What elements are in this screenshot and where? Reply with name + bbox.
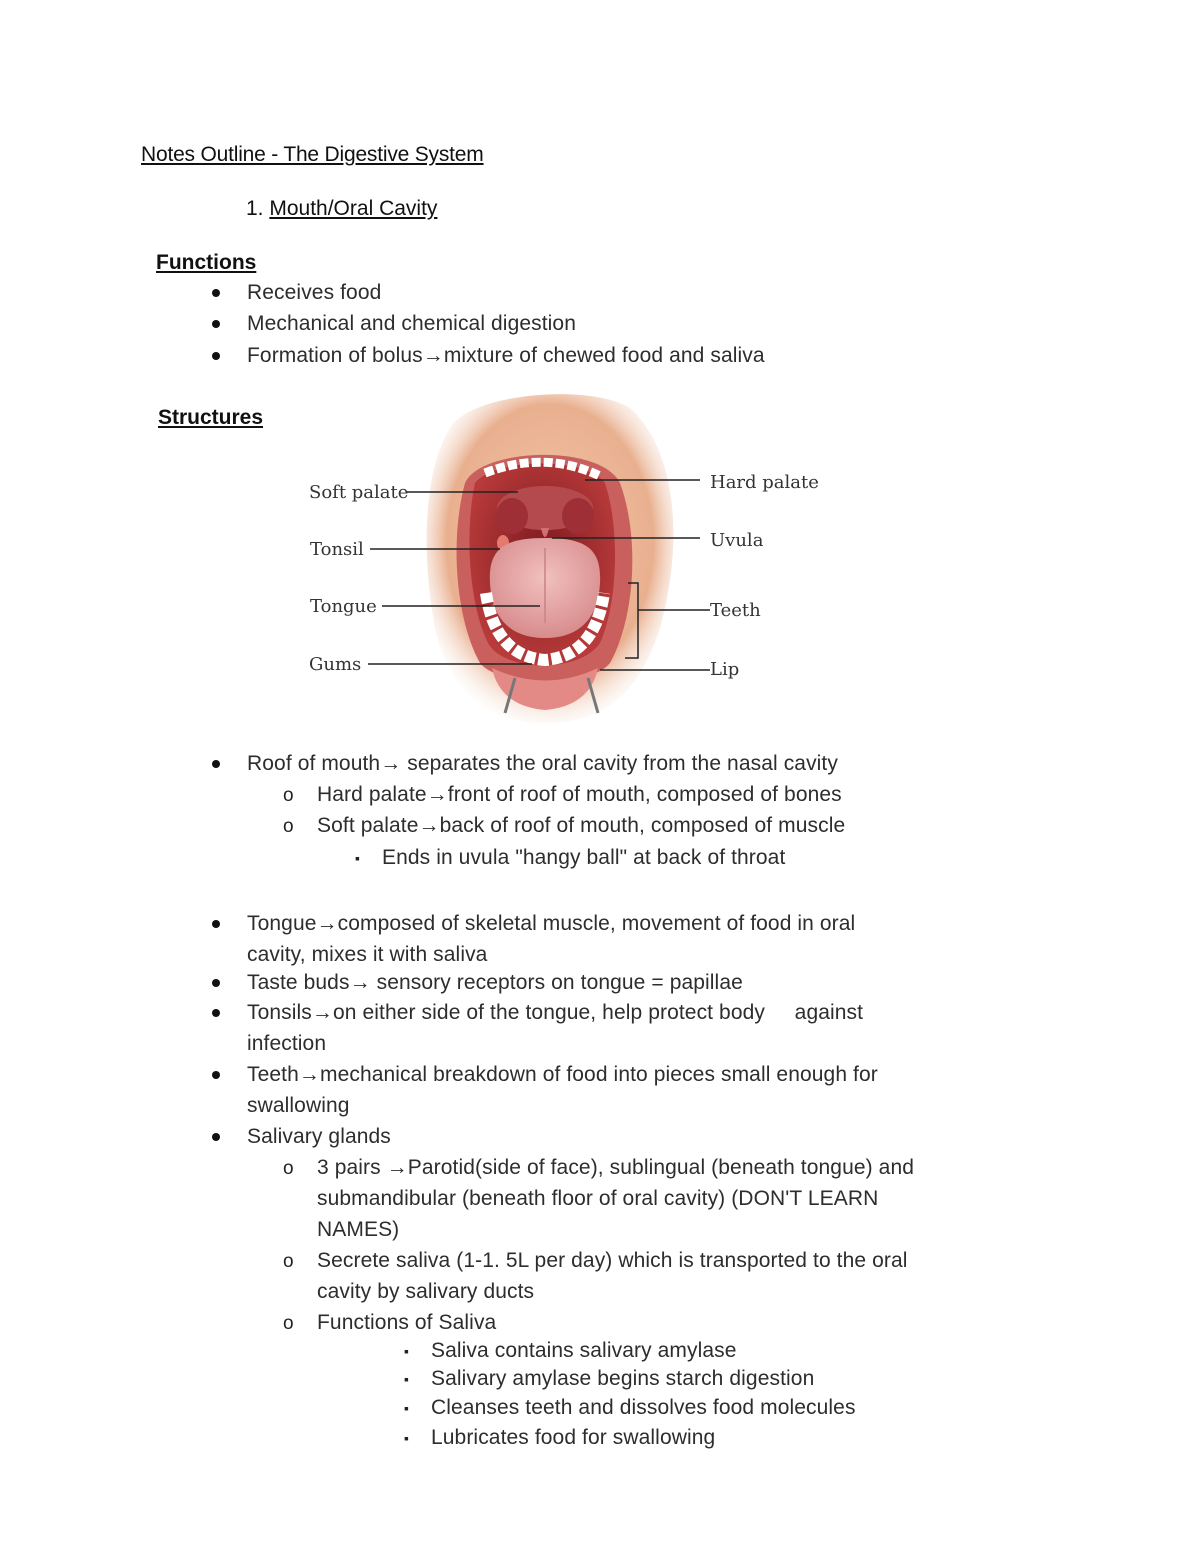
salivary-item: Salivary glands: [247, 1125, 391, 1148]
tonsils-item: Tonsils→on either side of the tongue, help protect body against: [247, 1001, 864, 1024]
salivary-pairs: 3 pairs →Parotid(side of face), sublingual (beneath tongue) and: [317, 1156, 914, 1179]
functions-item: Formation of bolus→mixture of chewed food and saliva: [247, 344, 765, 367]
structures-heading: Structures: [158, 406, 264, 429]
salivary-pairs-cont: NAMES): [317, 1218, 400, 1241]
section-label: Mouth/Oral Cavity: [269, 197, 438, 220]
functions-item: Receives food: [247, 281, 382, 304]
bullet-icon: [212, 979, 220, 987]
square-bullet-icon: ▪: [404, 1400, 409, 1416]
circle-bullet-icon: o: [283, 816, 294, 837]
salivary-secrete-cont: cavity by salivary ducts: [317, 1280, 535, 1303]
mouth-diagram: [300, 388, 840, 728]
functions-heading: Functions: [156, 251, 257, 274]
label-tongue: Tongue: [310, 596, 377, 617]
bullet-icon: [212, 320, 220, 328]
label-lip: Lip: [710, 659, 740, 680]
saliva-function-item: Salivary amylase begins starch digestion: [431, 1367, 815, 1390]
saliva-functions-label: Functions of Saliva: [317, 1311, 497, 1334]
saliva-function-item: Cleanses teeth and dissolves food molecules: [431, 1396, 856, 1419]
teeth-item-cont: swallowing: [247, 1094, 350, 1117]
roof-detail-item: Ends in uvula "hangy ball" at back of throat: [382, 846, 786, 869]
section-heading: [246, 197, 437, 221]
label-teeth: Teeth: [710, 600, 761, 621]
tongue-item-cont: cavity, mixes it with saliva: [247, 943, 488, 966]
label-gums: Gums: [309, 654, 362, 675]
bullet-icon: [212, 1009, 220, 1017]
saliva-function-item: Lubricates food for swallowing: [431, 1426, 716, 1449]
roof-sub-item: Soft palate→back of roof of mouth, composed of muscle: [317, 814, 846, 837]
saliva-function-item: Saliva contains salivary amylase: [431, 1339, 737, 1362]
section-number: 1.: [246, 197, 264, 220]
roof-item: Roof of mouth→ separates the oral cavity from the nasal cavity: [247, 752, 838, 775]
tonsils-item-cont: infection: [247, 1032, 327, 1055]
label-soft-palate: Soft palate: [309, 482, 409, 503]
square-bullet-icon: ▪: [404, 1430, 409, 1446]
bullet-icon: [212, 760, 220, 768]
square-bullet-icon: ▪: [355, 850, 360, 866]
label-tonsil: Tonsil: [310, 539, 364, 560]
label-uvula: Uvula: [710, 530, 764, 551]
bullet-icon: [212, 1133, 220, 1141]
circle-bullet-icon: o: [283, 785, 294, 806]
bullet-icon: [212, 352, 220, 360]
teeth-item: Teeth→mechanical breakdown of food into pieces small enough for: [247, 1063, 878, 1086]
circle-bullet-icon: o: [283, 1313, 294, 1334]
roof-sub-item: Hard palate→front of roof of mouth, composed of bones: [317, 783, 842, 806]
label-hard-palate: Hard palate: [710, 472, 819, 493]
square-bullet-icon: ▪: [404, 1371, 409, 1387]
taste-buds-item: Taste buds→ sensory receptors on tongue = papillae: [247, 971, 743, 994]
bullet-icon: [212, 289, 220, 297]
salivary-secrete: Secrete saliva (1-1. 5L per day) which is transported to the oral: [317, 1249, 908, 1272]
tongue-item: Tongue→composed of skeletal muscle, movement of food in oral: [247, 912, 856, 935]
salivary-pairs-cont: submandibular (beneath floor of oral cavity) (DON'T LEARN: [317, 1187, 879, 1210]
functions-item: Mechanical and chemical digestion: [247, 312, 576, 335]
circle-bullet-icon: o: [283, 1251, 294, 1272]
mouth-illustration: [427, 394, 674, 723]
page-title: Notes Outline - The Digestive System: [141, 143, 484, 166]
square-bullet-icon: ▪: [404, 1343, 409, 1359]
bullet-icon: [212, 1071, 220, 1079]
bullet-icon: [212, 920, 220, 928]
circle-bullet-icon: o: [283, 1158, 294, 1179]
